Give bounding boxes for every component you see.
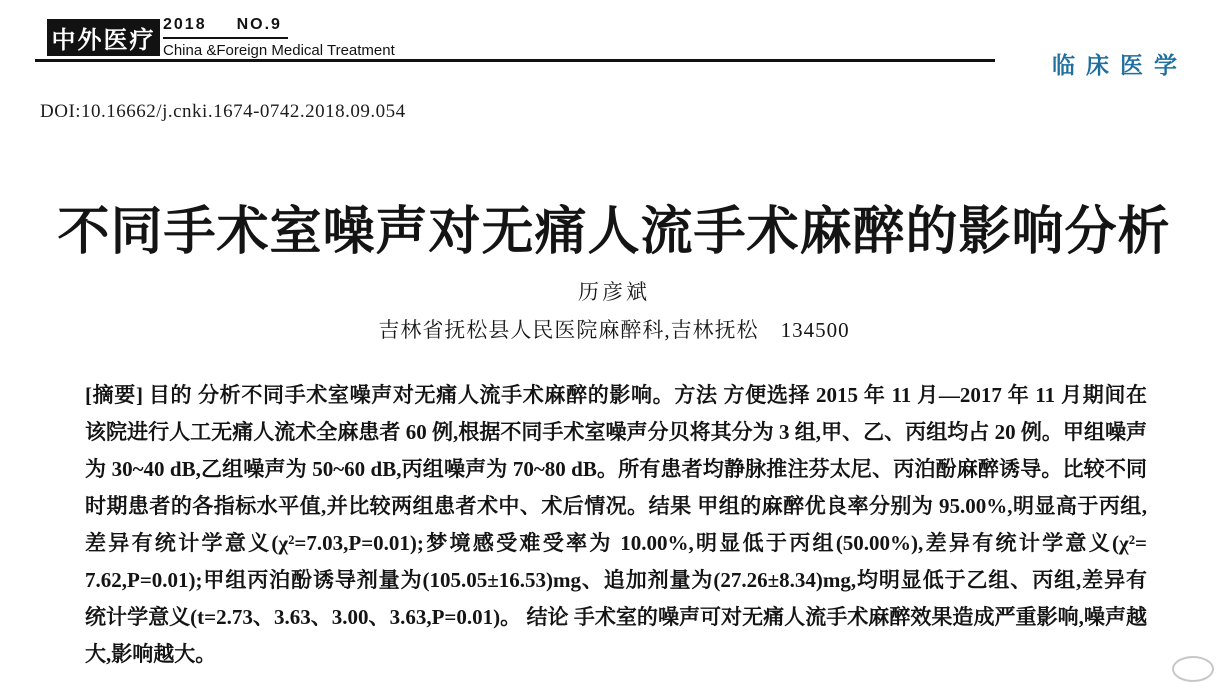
issue-year: 2018	[163, 16, 207, 33]
doi-line: DOI:10.16662/j.cnki.1674-0742.2018.09.054	[40, 101, 406, 122]
journal-name-en: China &Foreign Medical Treatment	[163, 42, 395, 59]
journal-issue-block	[163, 16, 395, 59]
issue-number: NO.9	[236, 16, 282, 33]
author-affiliation: 吉林省抚松县人民医院麻醉科,吉林抚松 134500	[378, 318, 850, 342]
abstract-line: 差异有统计学意义(χ²=7.03,P=0.01);梦境感受难受率为 10.00%,明显低于丙组(50.00%),差异有统计学意义(χ²=	[85, 531, 1147, 555]
abstract-line: 统计学意义(t=2.73、3.63、3.00、3.63,P=0.01)。 结论 手术室的噪声可对无痛人流手术麻醉效果造成严重影响,噪声越	[85, 605, 1147, 629]
article-title: 不同手术室噪声对无痛人流手术麻醉的影响分析	[57, 202, 1171, 261]
scan-artifact-arc	[1172, 656, 1214, 682]
abstract-line: 时期患者的各指标水平值,并比较两组患者术中、术后情况。结果 甲组的麻醉优良率分别为 95.00%,明显高于丙组,	[85, 494, 1147, 518]
journal-name-cn: 中外医疗	[51, 27, 156, 54]
abstract-line: 大,影响越大。	[85, 642, 217, 666]
issue-row	[163, 16, 288, 39]
author-name: 历彦斌	[578, 280, 650, 304]
section-label: 临床医学	[1052, 52, 1188, 78]
abstract-line: [摘要] 目的 分析不同手术室噪声对无痛人流手术麻醉的影响。方法 方便选择 2015 年 11 月—2017 年 11 月期间在	[85, 383, 1147, 407]
abstract	[85, 377, 1147, 673]
abstract-line: 该院进行人工无痛人流术全麻患者 60 例,根据不同手术室噪声分贝将其分为 3 组,甲、乙、丙组均占 20 例。甲组噪声	[85, 420, 1147, 444]
abstract-line: 7.62,P=0.01);甲组丙泊酚诱导剂量为(105.05±16.53)mg、追加剂量为(27.26±8.34)mg,均明显低于乙组、丙组,差异有	[85, 568, 1147, 592]
journal-logo	[47, 19, 160, 56]
abstract-line: 为 30~40 dB,乙组噪声为 50~60 dB,丙组噪声为 70~80 dB。所有患者均静脉推注芬太尼、丙泊酚麻醉诱导。比较不同	[85, 457, 1147, 481]
header-divider	[35, 59, 995, 62]
